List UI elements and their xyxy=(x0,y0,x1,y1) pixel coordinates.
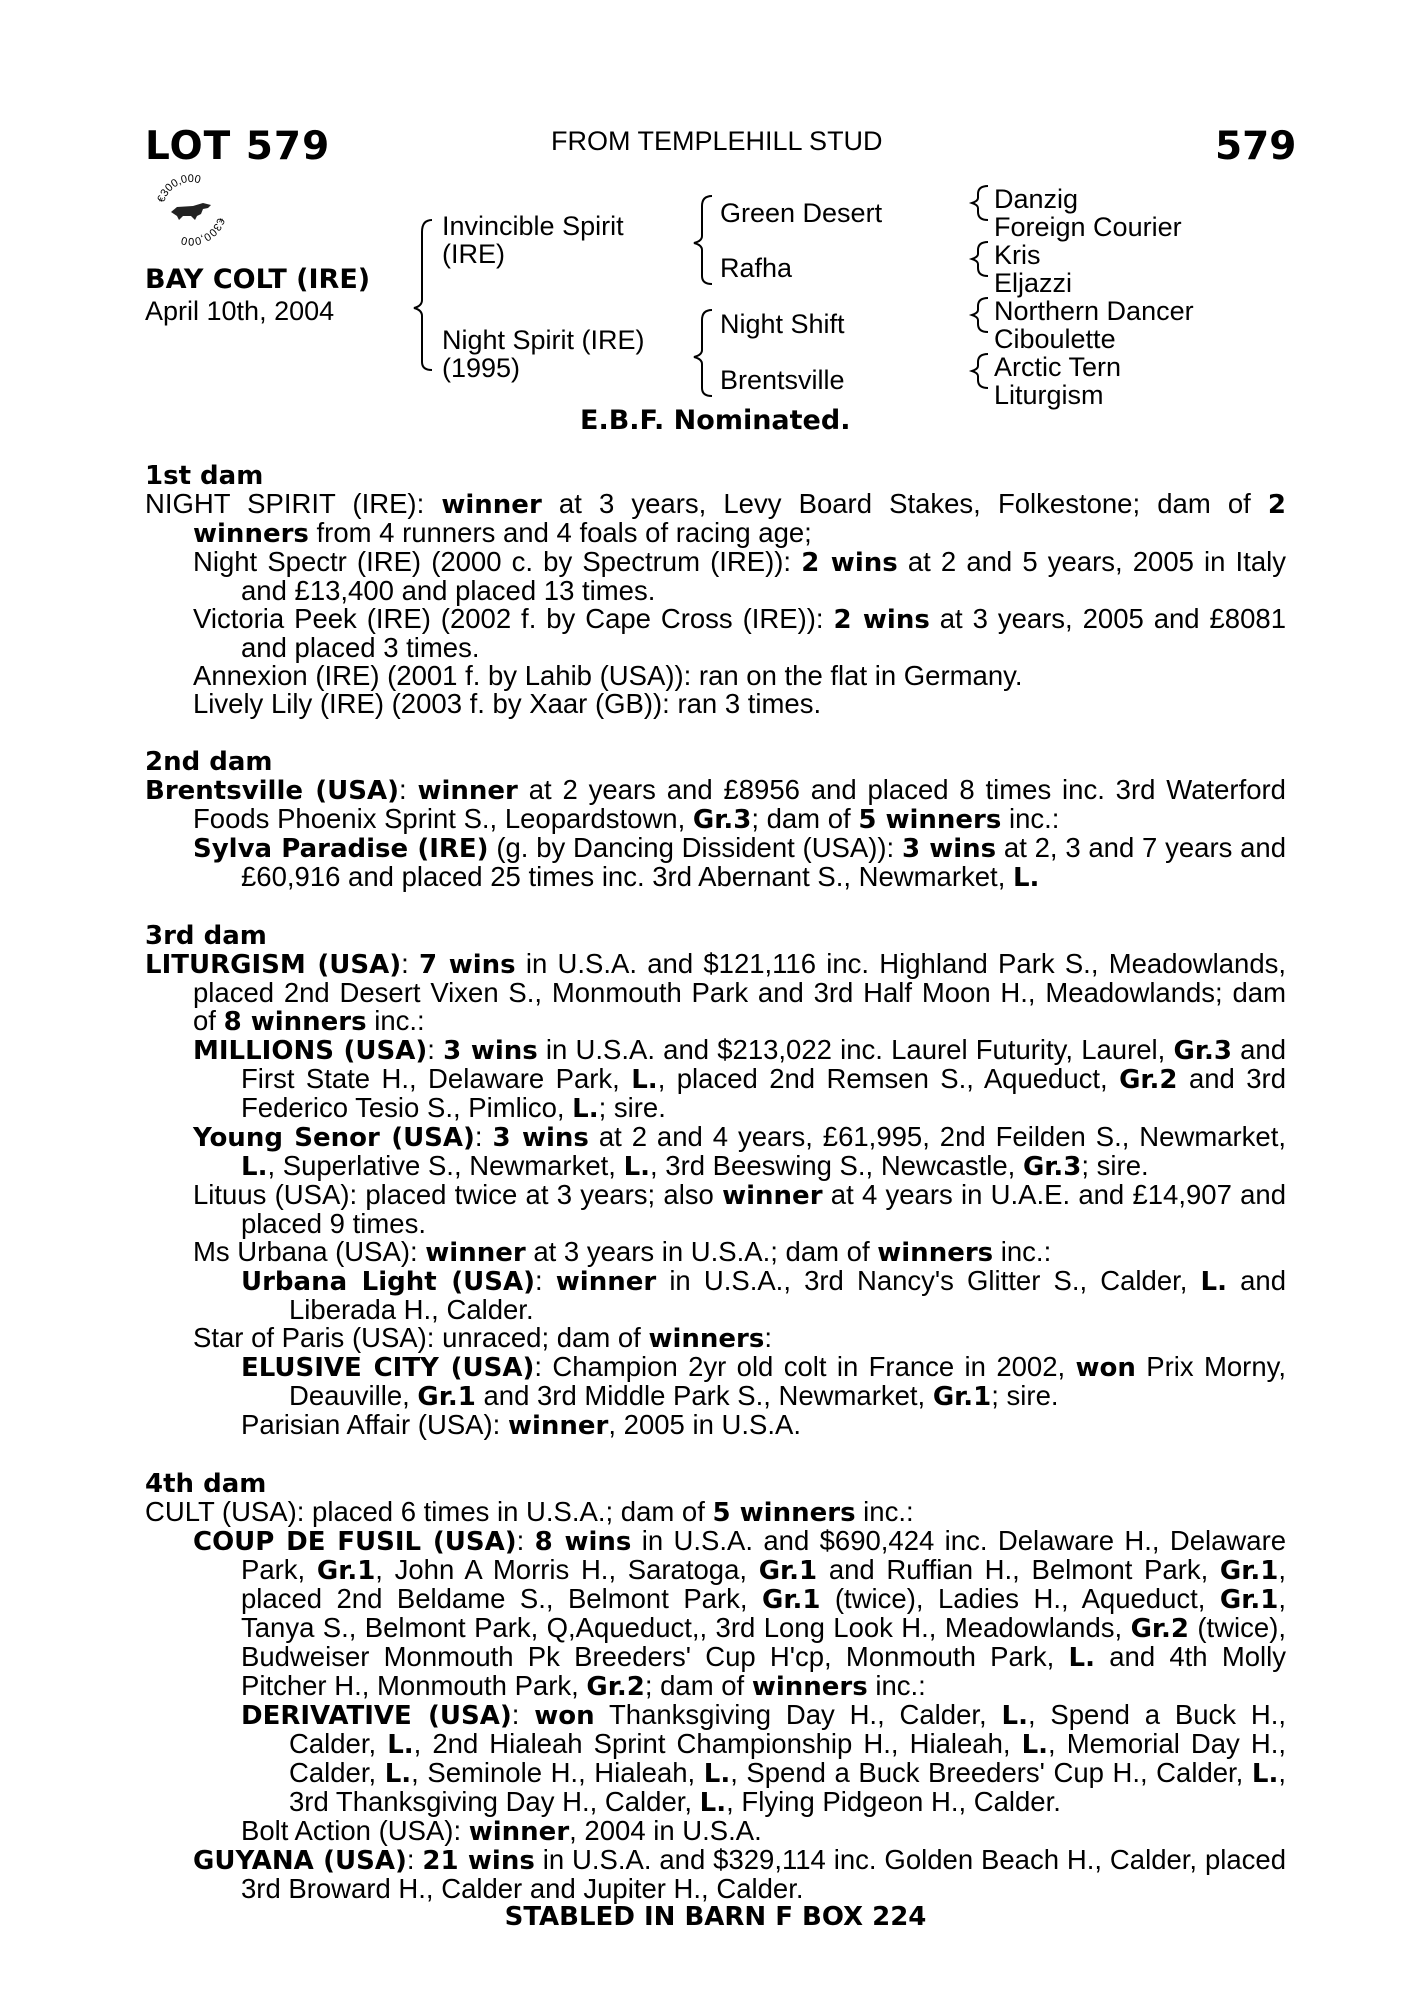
text-run: in U.S.A. and $329,114 inc. Golden Beach H., Calder, placed 3rd Broward H., Calder and Jupiter H., Calder. xyxy=(241,1844,1287,1904)
ggp-item: Northern Dancer xyxy=(994,296,1194,326)
text-run: , Superlative S., Newmarket, xyxy=(267,1150,624,1181)
text-run: ; sire. xyxy=(598,1092,666,1123)
seal-text-bottom: €300,000 xyxy=(180,215,227,248)
bold-text: Gr.1 xyxy=(1219,1585,1279,1615)
foaling-date: April 10th, 2004 xyxy=(145,296,335,326)
ggp-item: Liturgism xyxy=(994,380,1104,410)
bold-text: 8 winners xyxy=(223,1007,367,1037)
bold-text: 3 wins xyxy=(492,1123,589,1153)
text-run: and Liberada H., Calder. xyxy=(289,1265,1286,1325)
bold-text: L. xyxy=(1001,1701,1028,1731)
text-run: Star of Paris (USA): unraced; dam of xyxy=(193,1322,649,1353)
text-run: : xyxy=(401,948,419,979)
text-run: Bolt Action (USA): xyxy=(241,1815,469,1846)
text-run: ; dam of xyxy=(751,803,859,834)
section-2nd-dam xyxy=(145,748,1286,892)
text-run: : xyxy=(474,1121,493,1152)
bold-text: Urbana Light (USA) xyxy=(241,1267,535,1297)
text-run: Prix Morny, Deauville, xyxy=(289,1351,1286,1411)
produce-entry xyxy=(145,1181,1286,1238)
text-run: : xyxy=(764,1322,772,1353)
ggp-item: Danzig xyxy=(994,184,1079,214)
bold-text: Young Senor (USA) xyxy=(193,1123,475,1153)
bold-text: L. xyxy=(241,1152,268,1182)
produce-entry xyxy=(145,605,1286,662)
text-run: inc.: xyxy=(867,1670,926,1701)
bold-text: L. xyxy=(1021,1730,1049,1760)
ggp-item: Foreign Courier xyxy=(994,212,1182,242)
bold-text: Gr.1 xyxy=(417,1382,476,1412)
text-run: , placed 2nd Remsen S., Aqueduct, xyxy=(657,1063,1120,1094)
granddam-sire: Rafha xyxy=(720,253,793,283)
section-heading: 3rd dam xyxy=(145,921,267,951)
bold-text: L. xyxy=(1068,1643,1095,1673)
bold-text: L. xyxy=(572,1094,599,1124)
text-run: at 2 and 4 years, £61,995, 2nd Feilden S., Newmarket, xyxy=(588,1121,1287,1152)
text-run: inc.: xyxy=(366,1005,425,1036)
bold-text: Gr.3 xyxy=(692,805,752,835)
dam-entry xyxy=(145,1498,1286,1527)
lot-label: LOT 579 xyxy=(145,124,331,169)
text-run: (twice), Budweiser Monmouth Pk Breeders' Cup H'cp, Monmouth Park, xyxy=(241,1612,1287,1672)
bold-text: 8 wins xyxy=(534,1527,632,1557)
produce-entry xyxy=(145,1324,1286,1353)
stabling-info: STABLED IN BARN F BOX 224 xyxy=(504,1902,927,1932)
catalogue-body xyxy=(145,462,1286,1931)
text-run: inc.: xyxy=(855,1496,914,1527)
lot-number: 579 xyxy=(1215,124,1297,169)
pedigree-brackets xyxy=(0,0,1428,420)
bold-text: won xyxy=(1075,1353,1136,1383)
produce-entry xyxy=(145,662,1286,690)
text-run: , John A Morris H., Saratoga, xyxy=(375,1554,759,1585)
text-run: ; sire. xyxy=(991,1380,1059,1411)
section-heading: 2nd dam xyxy=(145,747,273,777)
produce-entry xyxy=(145,1701,1286,1817)
section-1st-dam xyxy=(145,462,1286,718)
dam-entry xyxy=(145,776,1286,834)
text-run: , Flying Pidgeon H., Calder. xyxy=(726,1786,1061,1817)
text-run: , 2005 in U.S.A. xyxy=(608,1409,801,1440)
bold-text: L. xyxy=(699,1788,727,1818)
dam-year: (1995) xyxy=(442,353,521,383)
ggp-item: Ciboulette xyxy=(994,324,1116,354)
text-run: , Spend a Buck Breeders' Cup H., Calder, xyxy=(730,1757,1252,1788)
text-run: : xyxy=(406,1844,423,1875)
bold-text: MILLIONS (USA) xyxy=(193,1036,428,1066)
bold-text: Sylva Paradise (IRE) xyxy=(193,834,489,864)
text-run: Night Spectr (IRE) (2000 c. by Spectrum (IRE)): xyxy=(193,546,802,577)
dam xyxy=(442,326,645,382)
bold-text: L. xyxy=(1200,1267,1227,1297)
bold-text: Gr.1 xyxy=(1219,1556,1279,1586)
bold-text: 2 wins xyxy=(833,605,930,635)
text-run: : xyxy=(398,774,418,805)
text-run: : xyxy=(516,1525,535,1556)
text-run: Ms Urbana (USA): xyxy=(193,1236,426,1267)
bold-text: DERIVATIVE (USA) xyxy=(241,1701,512,1731)
text-run: and First State H., Delaware Park, xyxy=(241,1034,1287,1094)
ggp-item: Arctic Tern xyxy=(994,352,1122,382)
sire-country: (IRE) xyxy=(442,239,505,269)
sire xyxy=(442,212,624,268)
bold-text: winner xyxy=(722,1181,823,1211)
text-run: , Spend a Buck H., Calder, xyxy=(289,1699,1286,1759)
text-run: Annexion (IRE) (2001 f. by Lahib (USA)): ran on the flat in Germany. xyxy=(193,660,1023,691)
text-run: : xyxy=(534,1265,556,1296)
bold-text: 2 winners xyxy=(193,490,1286,549)
text-run: Thanksgiving Day H., Calder, xyxy=(594,1699,1002,1730)
bold-text: L. xyxy=(1012,863,1040,893)
text-run: Lively Lily (IRE) (2003 f. by Xaar (GB)): ran 3 times. xyxy=(193,688,822,719)
text-run: , 3rd Thanksgiving Day H., Calder, xyxy=(289,1757,1286,1817)
bold-text: Gr.1 xyxy=(761,1585,821,1615)
text-run: at 2 years and £8956 and placed 8 times inc. 3rd Waterford Foods Phoenix Sprint S., Leopardstown, xyxy=(193,774,1286,834)
text-run: in U.S.A., 3rd Nancy's Glitter S., Calder, xyxy=(656,1265,1201,1296)
produce-entry xyxy=(145,1036,1286,1123)
grandsire-dam: Night Shift xyxy=(720,309,845,339)
text-run: (twice), Ladies H., Aqueduct, xyxy=(820,1583,1220,1614)
bold-text: winners xyxy=(751,1672,868,1702)
text-run: at 2, 3 and 7 years and £60,916 and placed 25 times inc. 3rd Abernant S., Newmarket, xyxy=(241,832,1286,892)
text-run: , Memorial Day H., Calder, xyxy=(289,1728,1286,1788)
bold-text: winner xyxy=(441,490,542,520)
dam-entry xyxy=(145,950,1286,1036)
text-run: inc.: xyxy=(1001,803,1060,834)
text-run: at 3 years in U.S.A.; dam of xyxy=(525,1236,878,1267)
sire-name: Invincible Spirit xyxy=(442,211,624,241)
text-run: in U.S.A. and $690,424 inc. Delaware H., Delaware Park, xyxy=(241,1525,1287,1585)
dam-name: Night Spirit (IRE) xyxy=(442,325,645,355)
ebf-nomination: E.B.F. Nominated. xyxy=(580,405,851,436)
bold-text: 3 wins xyxy=(901,834,997,864)
bold-text: 7 wins xyxy=(419,950,516,980)
bold-text: 5 winners xyxy=(858,805,1002,835)
text-run: and 3rd Federico Tesio S., Pimlico, xyxy=(241,1063,1286,1123)
great-grandparents xyxy=(994,185,1194,409)
bold-text: 2 wins xyxy=(801,548,898,578)
horse-title: BAY COLT (IRE) xyxy=(145,264,371,295)
produce-entry xyxy=(145,834,1286,892)
bold-text: COUP DE FUSIL (USA) xyxy=(193,1527,517,1557)
section-heading: 1st dam xyxy=(145,461,264,491)
seal-text-top: €300,000 xyxy=(155,172,202,205)
bold-text: Gr.3 xyxy=(1022,1152,1082,1182)
produce-entry xyxy=(145,1846,1286,1903)
text-run: CULT (USA): placed 6 times in U.S.A.; dam of xyxy=(145,1496,713,1527)
bold-text: won xyxy=(534,1701,595,1731)
text-run: Victoria Peek (IRE) (2002 f. by Cape Cross (IRE)): xyxy=(193,603,834,634)
produce-entry xyxy=(145,1527,1286,1701)
bold-text: Gr.3 xyxy=(1173,1036,1232,1066)
text-run: at 2 and 5 years, 2005 in Italy and £13,400 and placed 13 times. xyxy=(241,546,1286,606)
text-run: , 2nd Hialeah Sprint Championship H., Hialeah, xyxy=(413,1728,1022,1759)
bold-text: winner xyxy=(507,1411,609,1441)
bold-text: L. xyxy=(623,1152,651,1182)
bold-text: winners xyxy=(648,1324,765,1354)
text-run: in U.S.A. and $213,022 inc. Laurel Futurity, Laurel, xyxy=(537,1034,1174,1065)
bold-text: 3 wins xyxy=(443,1036,538,1066)
text-run: ; dam of xyxy=(644,1670,752,1701)
text-run: and Ruffian H., Belmont Park, xyxy=(817,1554,1220,1585)
ggp-item: Eljazzi xyxy=(994,268,1073,298)
bold-text: ELUSIVE CITY (USA) xyxy=(241,1353,535,1383)
produce-entry xyxy=(145,1238,1286,1267)
section-4th-dam xyxy=(145,1470,1286,1931)
bold-text: Gr.1 xyxy=(932,1382,992,1412)
bold-text: 21 wins xyxy=(422,1846,535,1876)
produce-entry xyxy=(145,690,1286,718)
produce-entry xyxy=(145,1817,1286,1846)
text-run: in U.S.A. and $121,116 inc. Highland Park S., Meadowlands, placed 2nd Desert Vixen S., Monmouth Park and 3rd Half Moon H., Meadowlands; dam of xyxy=(193,948,1287,1036)
vendor-name: FROM TEMPLEHILL STUD xyxy=(551,126,883,156)
text-run: and 4th Molly Pitcher H., Monmouth Park, xyxy=(241,1641,1286,1701)
bold-text: GUYANA (USA) xyxy=(193,1846,407,1876)
text-run: , 2004 in U.S.A. xyxy=(569,1815,762,1846)
text-run: , Tanya S., Belmont Park, Q,Aqueduct,, 3rd Long Look H., Meadowlands, xyxy=(241,1583,1286,1643)
produce-entry xyxy=(145,1123,1286,1181)
bold-text: winner xyxy=(425,1238,526,1268)
bold-text: L. xyxy=(631,1065,658,1095)
bold-text: Gr.1 xyxy=(316,1556,376,1586)
bold-text: LITURGISM (USA) xyxy=(145,950,402,980)
bold-text: Gr.2 xyxy=(586,1672,645,1702)
text-run: , Seminole H., Hialeah, xyxy=(411,1757,704,1788)
bold-text: Gr.1 xyxy=(758,1556,818,1586)
text-run: at 3 years, Levy Board Stakes, Folkestone; dam of xyxy=(541,488,1268,519)
bold-text: 5 winners xyxy=(712,1498,856,1528)
text-run: , placed 2nd Beldame S., Belmont Park, xyxy=(241,1554,1286,1614)
text-run: Parisian Affair (USA): xyxy=(241,1409,508,1440)
bold-text: winners xyxy=(877,1238,994,1268)
produce-entry xyxy=(145,1411,1286,1440)
ggp-item: Kris xyxy=(994,240,1041,270)
text-run: (g. by Dancing Dissident (USA)): xyxy=(488,832,902,863)
text-run: , 3rd Beeswing S., Newcastle, xyxy=(650,1150,1023,1181)
bold-text: L. xyxy=(1251,1759,1279,1789)
bold-text: winner xyxy=(555,1267,657,1297)
section-3rd-dam xyxy=(145,922,1286,1440)
text-run: : xyxy=(427,1034,444,1065)
bold-text: Gr.2 xyxy=(1130,1614,1189,1644)
dam-entry xyxy=(145,490,1286,548)
text-run: inc.: xyxy=(993,1236,1052,1267)
produce-entry xyxy=(145,1267,1286,1324)
produce-entry xyxy=(145,548,1286,605)
text-run: : Champion 2yr old colt in France in 2002, xyxy=(534,1351,1076,1382)
text-run: from 4 runners and 4 foals of racing age; xyxy=(308,517,812,548)
bold-text: Gr.2 xyxy=(1119,1065,1178,1095)
granddam-dam: Brentsville xyxy=(720,365,845,395)
text-run: ; sire. xyxy=(1081,1150,1149,1181)
produce-entry xyxy=(145,1353,1286,1411)
bold-text: L. xyxy=(387,1730,414,1760)
grandsire-sire: Green Desert xyxy=(720,198,883,228)
text-run: : xyxy=(511,1699,535,1730)
text-run: at 4 years in U.A.E. and £14,907 and placed 9 times. xyxy=(241,1179,1287,1239)
text-run: Lituus (USA): placed twice at 3 years; also xyxy=(193,1179,723,1210)
bold-text: winner xyxy=(468,1817,570,1847)
bold-text: L. xyxy=(384,1759,412,1789)
text-run: NIGHT SPIRIT (IRE): xyxy=(145,488,442,519)
bold-text: Brentsville (USA) xyxy=(145,776,399,806)
text-run: and 3rd Middle Park S., Newmarket, xyxy=(475,1380,933,1411)
section-heading: 4th dam xyxy=(145,1469,267,1499)
bold-text: L. xyxy=(703,1759,731,1789)
text-run: at 3 years, 2005 and £8081 and placed 3 times. xyxy=(241,603,1286,663)
bold-text: winner xyxy=(417,776,518,806)
